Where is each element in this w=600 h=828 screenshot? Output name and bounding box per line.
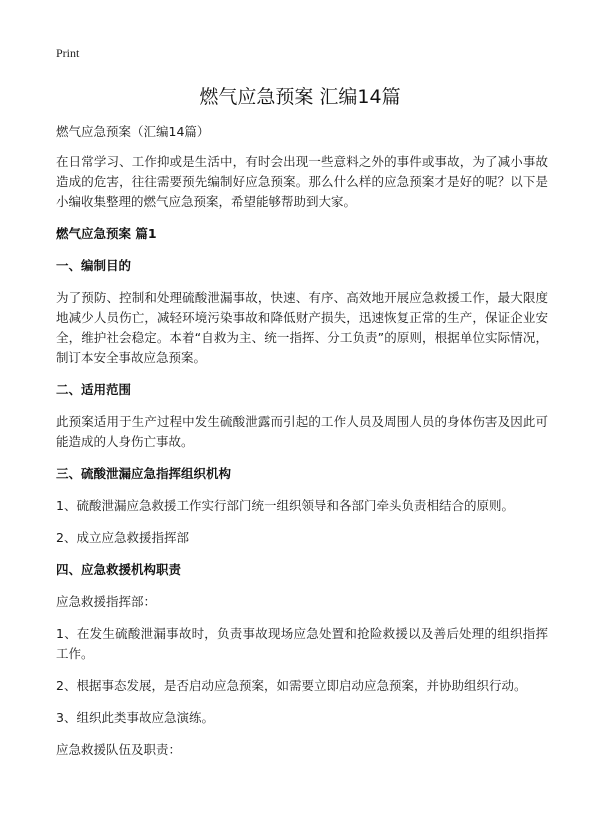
paragraph-organization-2: 2、成立应急救援指挥部 (56, 530, 189, 545)
section-title: 燃气应急预案 篇1 (56, 226, 157, 241)
document-body (56, 122, 548, 772)
heading-duties: 四、应急救援机构职责 (56, 562, 182, 577)
paragraph-duty-2: 2、根据事态发展，是否启动应急预案，如需要立即启动应急预案，并协助组织行动。 (56, 678, 527, 693)
document-title: 燃气应急预案 汇编14篇 (199, 86, 401, 108)
heading-scope: 二、适用范围 (56, 382, 132, 397)
paragraph-team-duties: 应急救援队伍及职责： (56, 742, 182, 757)
document-subtitle: 燃气应急预案（汇编14篇） (56, 124, 210, 139)
paragraph-scope: 此预案适用于生产过程中发生硫酸泄露而引起的工作人员及周围人员的身体伤害及因此可能造成的人身伤亡事故。 (56, 414, 548, 449)
paragraph-duty-1: 1、在发生硫酸泄漏事故时，负责事故现场应急处置和抢险救援以及善后处理的组织指挥工作。 (56, 626, 548, 661)
heading-organization: 三、硫酸泄漏应急指挥组织机构 (56, 466, 232, 481)
paragraph-duty-3: 3、组织此类事故应急演练。 (56, 710, 214, 725)
intro-paragraph: 在日常学习、工作抑或是生活中，有时会出现一些意料之外的事件或事故，为了减小事故造成的危害，往往需要预先编制好应急预案。那么什么样的应急预案才是好的呢？以下是小编收集整理的燃气应急预案，希望能够帮助到大家。 (56, 154, 548, 209)
print-label: Print (56, 46, 80, 60)
paragraph-organization-1: 1、硫酸泄漏应急救援工作实行部门统一组织领导和各部门牵头负责相结合的原则。 (56, 498, 514, 513)
paragraph-duties-intro: 应急救援指挥部： (56, 594, 157, 609)
heading-purpose: 一、编制目的 (56, 258, 132, 273)
paragraph-purpose: 为了预防、控制和处理硫酸泄漏事故，快速、有序、高效地开展应急救援工作，最大限度地减少人员伤亡，减轻环境污染事故和降低财产损失，迅速恢复正常的生产，保证企业安全，维护社会稳定。本着“自救为主、统一指挥、分工负责”的原则，根据单位实际情况，制订本安全事故应急预案。 (56, 290, 548, 365)
